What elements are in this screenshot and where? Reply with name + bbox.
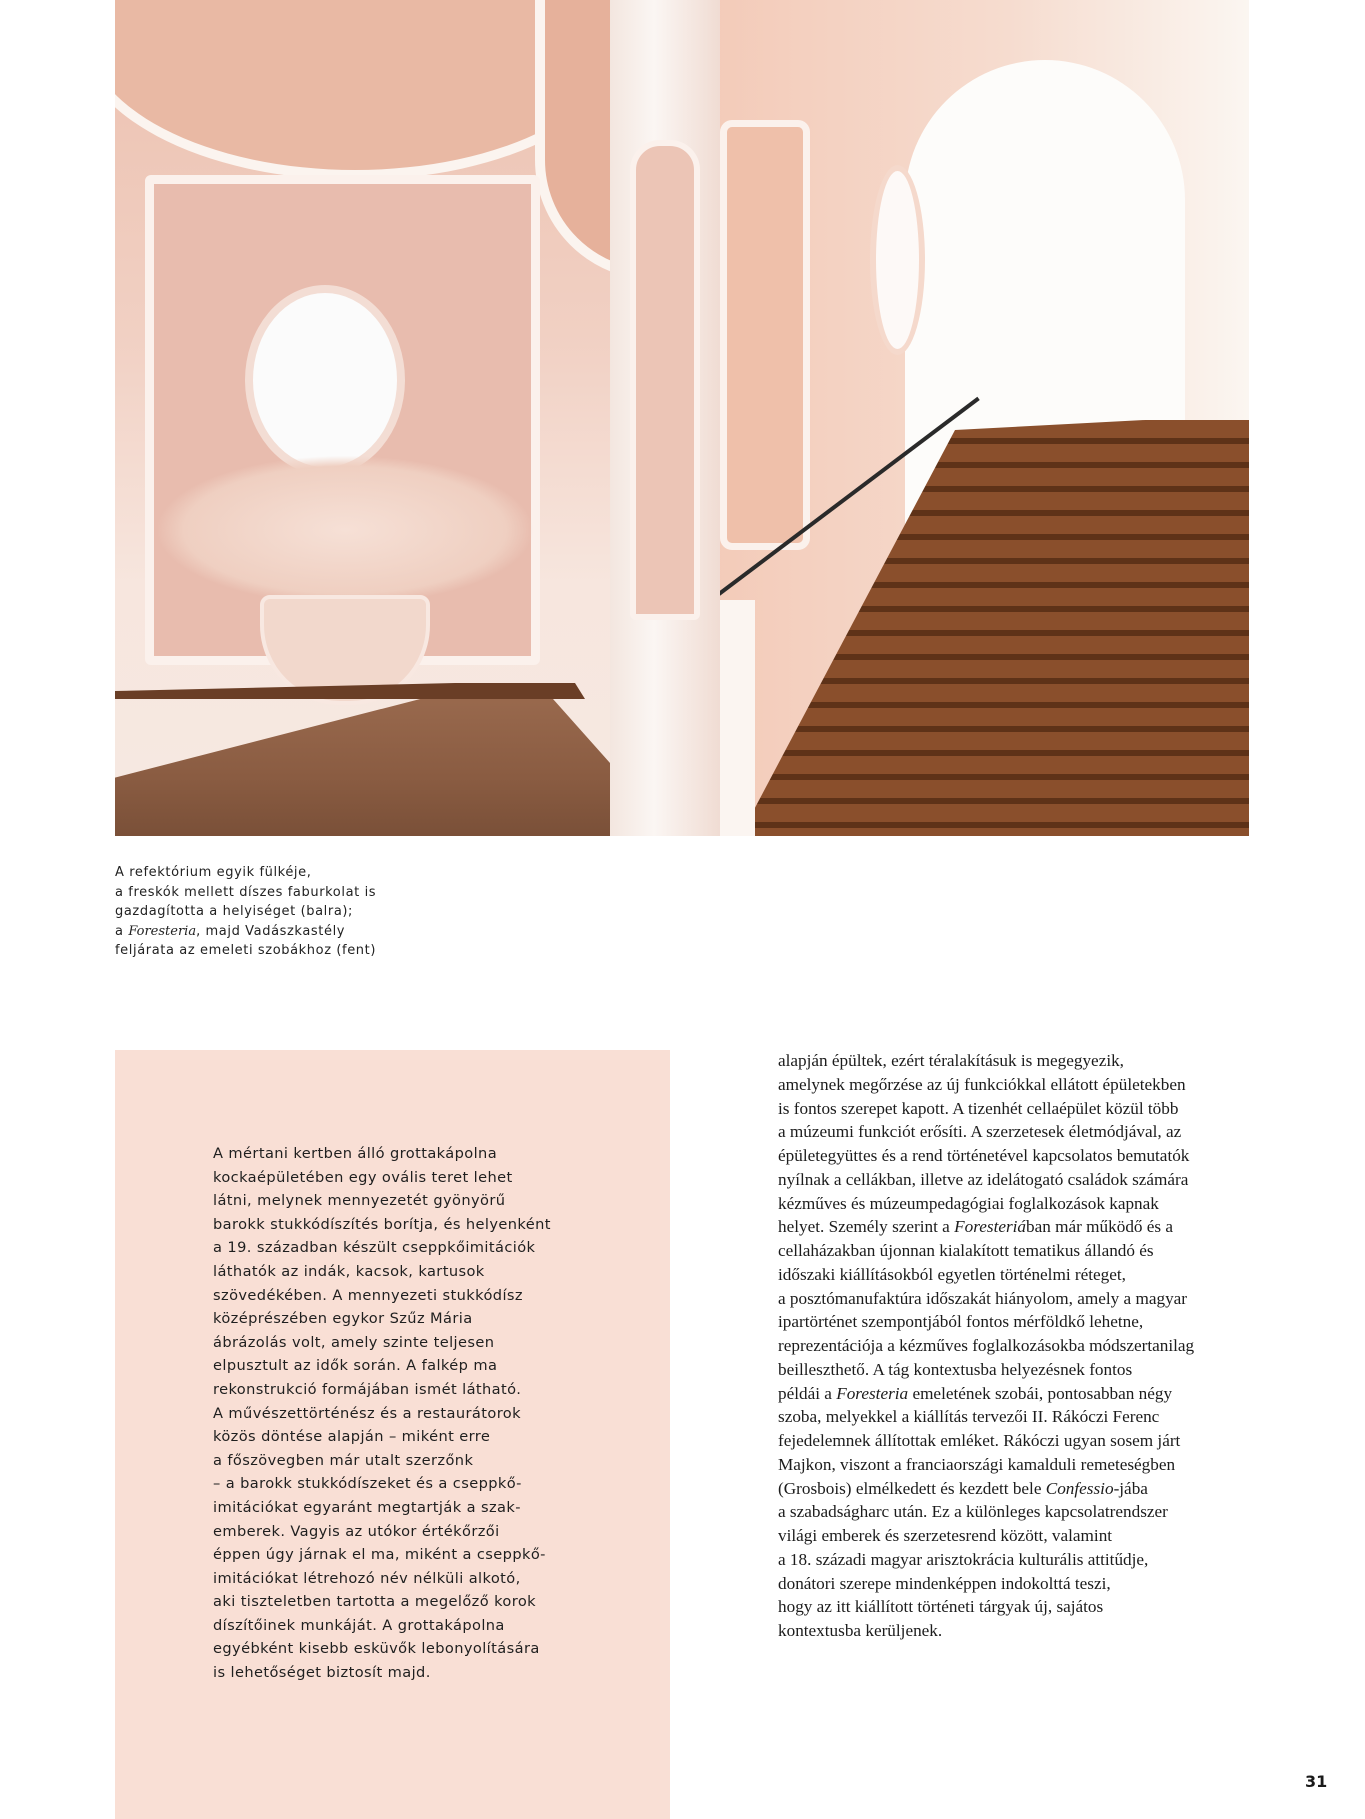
caption-line: feljárata az emeleti szobákhoz (fent) — [115, 943, 377, 958]
sidebar-line: a főszövegben már utalt szerzőnk — [213, 1451, 474, 1469]
column-line: donátori szerepe mindenképpen indokolttá teszi, — [778, 1573, 1111, 1593]
caption-line: a freskók mellett díszes faburkolat is — [115, 884, 377, 900]
column-line: helyet. Személy szerint a Foresteriában már működő és a — [778, 1217, 1174, 1237]
column-line: kézműves és múzeumpedagógiai foglalkozások kapnak — [778, 1193, 1159, 1213]
caption-line: gazdagította a helyiséget (balra); — [115, 904, 354, 919]
sidebar-line: – a barokk stukkódíszeket és a cseppkő- — [213, 1475, 522, 1493]
photo-caption — [115, 863, 475, 961]
sidebar-line: a 19. században készült cseppkőimitációk — [213, 1239, 536, 1257]
column-line: fejedelemnek állítottak emléket. Rákóczi ugyan sosem járt — [778, 1431, 1181, 1450]
griffin-ornament — [155, 455, 535, 605]
column-line: a 18. századi magyar arisztokrácia kulturális attitűdje, — [778, 1549, 1149, 1569]
sidebar-line: imitációkat létrehozó név nélküli alkotó, — [213, 1569, 521, 1587]
column-line: nyílnak a cellákban, illetve az idelátogató családok számára — [778, 1169, 1189, 1189]
column-line: a múzeumi funkciót erősíti. A szerzetesek életmódjával, az — [778, 1122, 1182, 1142]
staircase-oval — [870, 165, 925, 355]
oval-medallion — [245, 285, 405, 475]
main-column-text — [778, 1049, 1248, 1643]
sidebar-line: középrészében egykor Szűz Mária — [213, 1310, 473, 1328]
column-line: épületegyüttes és a rend történetével kapcsolatos bemutatók — [778, 1146, 1190, 1165]
sidebar-line: elpusztult az idők során. A falkép ma — [213, 1357, 498, 1375]
column-line: cellaházakban újonnan kialakított tematikus állandó és — [778, 1241, 1154, 1260]
column-line: példái a Foresteria emeletének szobái, pontosabban négy — [778, 1383, 1173, 1403]
sidebar-line: szövedékében. A mennyezeti stukkódísz — [213, 1286, 523, 1304]
sidebar-line: ábrázolás volt, amely szinte teljesen — [213, 1333, 495, 1351]
interior-photo — [115, 0, 1249, 836]
sidebar-line: rekonstrukció formájában ismét látható. — [213, 1380, 522, 1398]
column-line: a szabadságharc után. Ez a különleges kapcsolatrendszer — [778, 1502, 1168, 1522]
column-line: ipartörténet szempontjából fontos mérföldkő lehetne, — [778, 1312, 1144, 1332]
column-line: is fontos szerepet kapott. A tizenhét cellaépület közül több — [778, 1098, 1179, 1118]
sidebar-line: láthatók az indák, kacsok, kartusok — [213, 1262, 485, 1280]
sidebar-line: kockaépületében egy ovális teret lehet — [213, 1168, 513, 1186]
sidebar-text — [213, 1142, 593, 1685]
sidebar-line: A művészettörténész és a restaurátorok — [213, 1404, 521, 1422]
caption-line: a Foresteria, majd Vadászkastély — [115, 923, 346, 939]
column-line: Majkon, viszont a franciaországi kamalduli remeteségben — [778, 1454, 1176, 1474]
pillar-panel — [630, 140, 700, 620]
sidebar-line: aki tiszteletben tartotta a megelőző korok — [213, 1593, 537, 1611]
sidebar-line: A mértani kertben álló grottakápolna — [213, 1145, 498, 1162]
sidebar-line: díszítőinek munkáját. A grottakápolna — [213, 1616, 505, 1634]
sidebar-line: imitációkat egyaránt megtartják a szak- — [213, 1498, 521, 1516]
sidebar-line: egyébként kisebb esküvők lebonyolítására — [213, 1640, 540, 1658]
column-line: amelynek megőrzése az új funkciókkal ellátott épületekben — [778, 1074, 1186, 1094]
sidebar-line: barokk stukkódíszítés borítja, és helyenként — [213, 1215, 551, 1233]
sidebar-line: látni, melynek mennyezetét gyönyörű — [213, 1192, 506, 1210]
column-line: reprezentációja a kézműves foglalkozásokba módszertanilag — [778, 1336, 1195, 1355]
staircase-panel — [720, 120, 810, 550]
sidebar-line: éppen úgy járnak el ma, miként a cseppkő- — [213, 1546, 546, 1564]
sidebar-line: közös döntése alapján – miként erre — [213, 1428, 491, 1446]
caption-line: A refektórium egyik fülkéje, — [115, 865, 312, 880]
column-line: időszaki kiállításokból egyetlen történelmi réteget, — [778, 1264, 1126, 1284]
sidebar-line: emberek. Vagyis az utókor értékőrzői — [213, 1522, 500, 1540]
page-number: 31 — [1305, 1772, 1328, 1791]
column-line: (Grosbois) elmélkedett és kezdett bele Confessio-jába — [778, 1478, 1148, 1498]
column-line: kontextusba kerüljenek. — [778, 1621, 943, 1640]
column-line: szoba, melyekkel a kiállítás tervezői II. Rákóczi Ferenc — [778, 1407, 1160, 1427]
sidebar-line: is lehetőséget biztosít majd. — [213, 1664, 431, 1682]
column-line: hogy az itt kiállított történeti tárgyak új, sajátos — [778, 1597, 1104, 1617]
column-line: a posztómanufaktúra időszakát hiányolom, amely a magyar — [778, 1288, 1188, 1308]
column-line: alapján épültek, ezért téralakításuk is megegyezik, — [778, 1051, 1124, 1070]
column-line: beilleszthető. A tág kontextusba helyezésnek fontos — [778, 1359, 1133, 1379]
column-line: világi emberek és szerzetesrend között, valamint — [778, 1526, 1113, 1545]
